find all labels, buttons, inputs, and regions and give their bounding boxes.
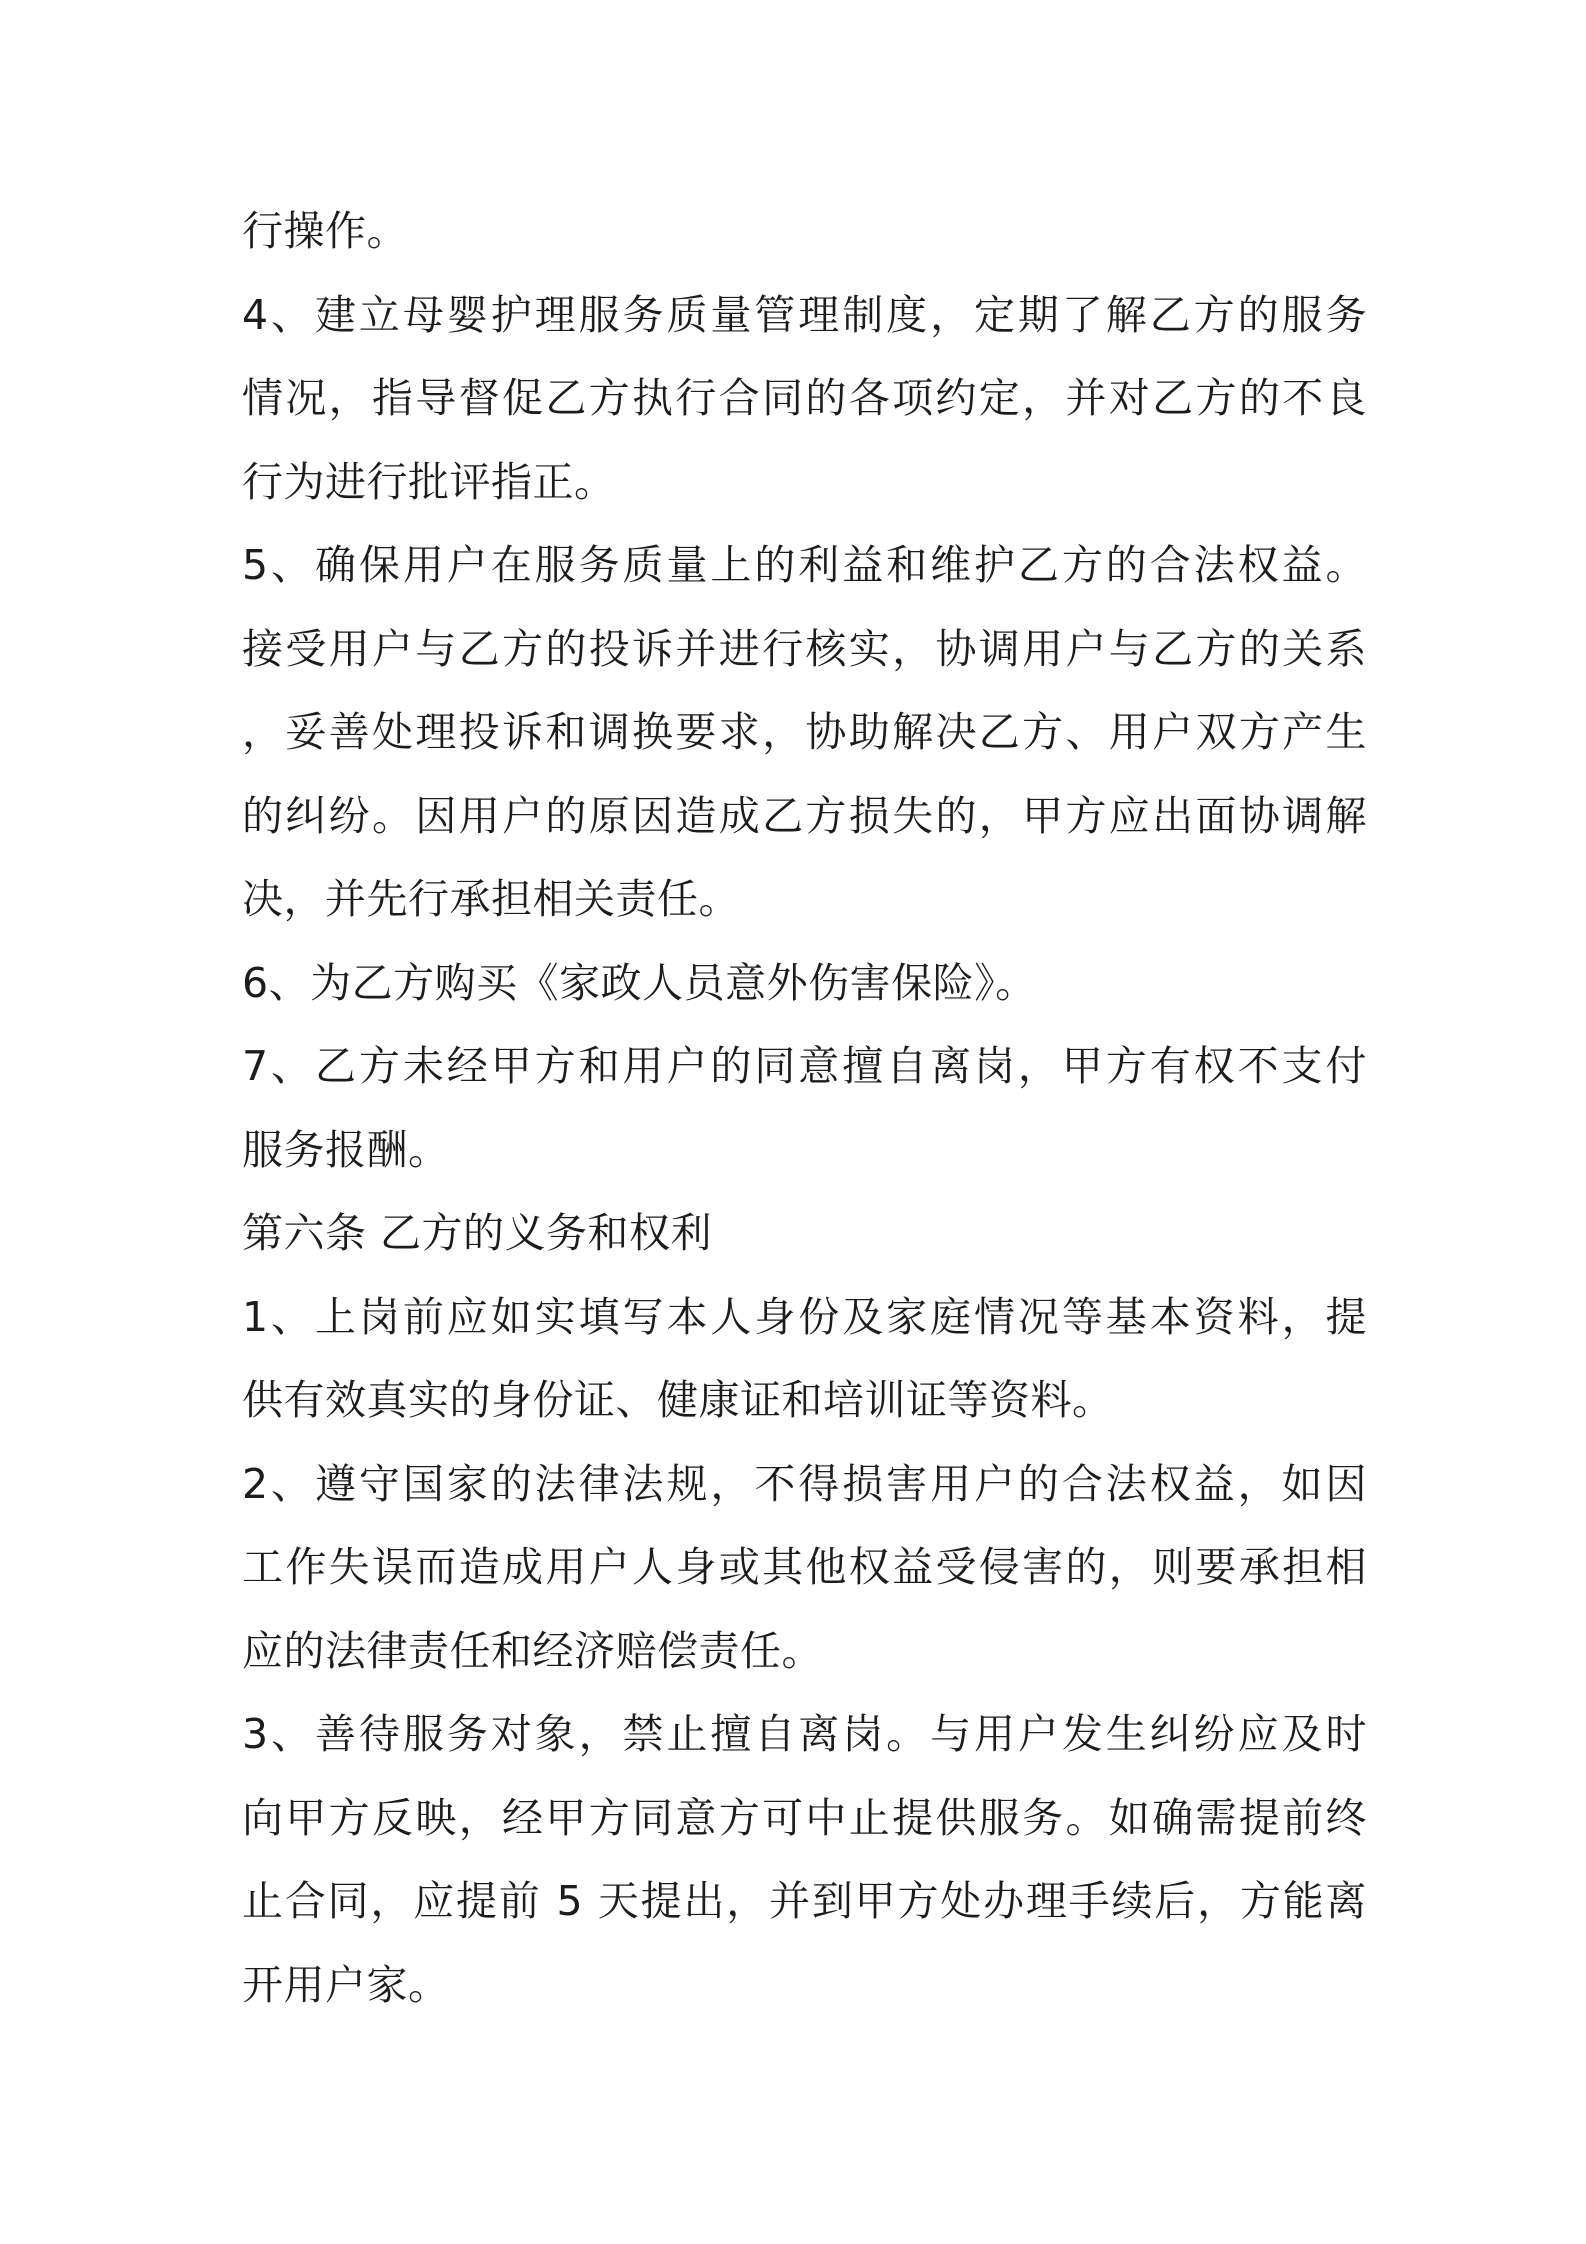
text-line: 工作失误而造成用户人身或其他权益受侵害的，则要承担相 bbox=[242, 1543, 1367, 1591]
text-line: 供有效真实的身份证、健康证和培训证等资料。 bbox=[242, 1376, 1114, 1424]
text-line: 的纠纷。因用户的原因造成乙方损失的，甲方应出面协调解 bbox=[242, 791, 1367, 840]
text-line: 行操作。 bbox=[242, 207, 408, 255]
text-line: 应的法律责任和经济赔偿责任。 bbox=[242, 1626, 823, 1675]
text-line: 6、为乙方购买《家政人员意外伤害保险》。 bbox=[242, 958, 1037, 1007]
text-line: 3、善待服务对象，禁止擅自离岗。与用户发生纠纷应及时 bbox=[242, 1710, 1367, 1758]
text-line: 向甲方反映，经甲方同意方可中止提供服务。如确需提前终 bbox=[242, 1793, 1367, 1842]
section-heading: 第六条 乙方的义务和权利 bbox=[242, 1209, 713, 1257]
text-line: 1、上岗前应如实填写本人身份及家庭情况等基本资料，提 bbox=[242, 1292, 1367, 1341]
text-line: 4、建立母婴护理服务质量管理制度，定期了解乙方的服务 bbox=[242, 290, 1367, 339]
text-line: 开用户家。 bbox=[242, 1960, 450, 2009]
text-line: 服务报酬。 bbox=[242, 1125, 450, 1174]
text-line: 决，并先行承担相关责任。 bbox=[242, 875, 740, 923]
text-line: 止合同，应提前 5 天提出，并到甲方处办理手续后，方能离 bbox=[242, 1877, 1367, 1925]
text-line: 2、遵守国家的法律法规，不得损害用户的合法权益，如因 bbox=[242, 1459, 1367, 1508]
text-line: 5、确保用户在服务质量上的利益和维护乙方的合法权益。 bbox=[242, 541, 1367, 589]
text-line: 接受用户与乙方的投诉并进行核实，协调用户与乙方的关系 bbox=[242, 624, 1367, 673]
text-line: 情况，指导督促乙方执行合同的各项约定，并对乙方的不良 bbox=[242, 374, 1367, 422]
document-body bbox=[242, 190, 1367, 2027]
text-line: ，妥善处理投诉和调换要求，协助解决乙方、用户双方产生 bbox=[242, 708, 1367, 756]
text-line: 7、乙方未经甲方和用户的同意擅自离岗，甲方有权不支付 bbox=[242, 1042, 1367, 1090]
text-line: 行为进行批评指正。 bbox=[242, 457, 616, 506]
